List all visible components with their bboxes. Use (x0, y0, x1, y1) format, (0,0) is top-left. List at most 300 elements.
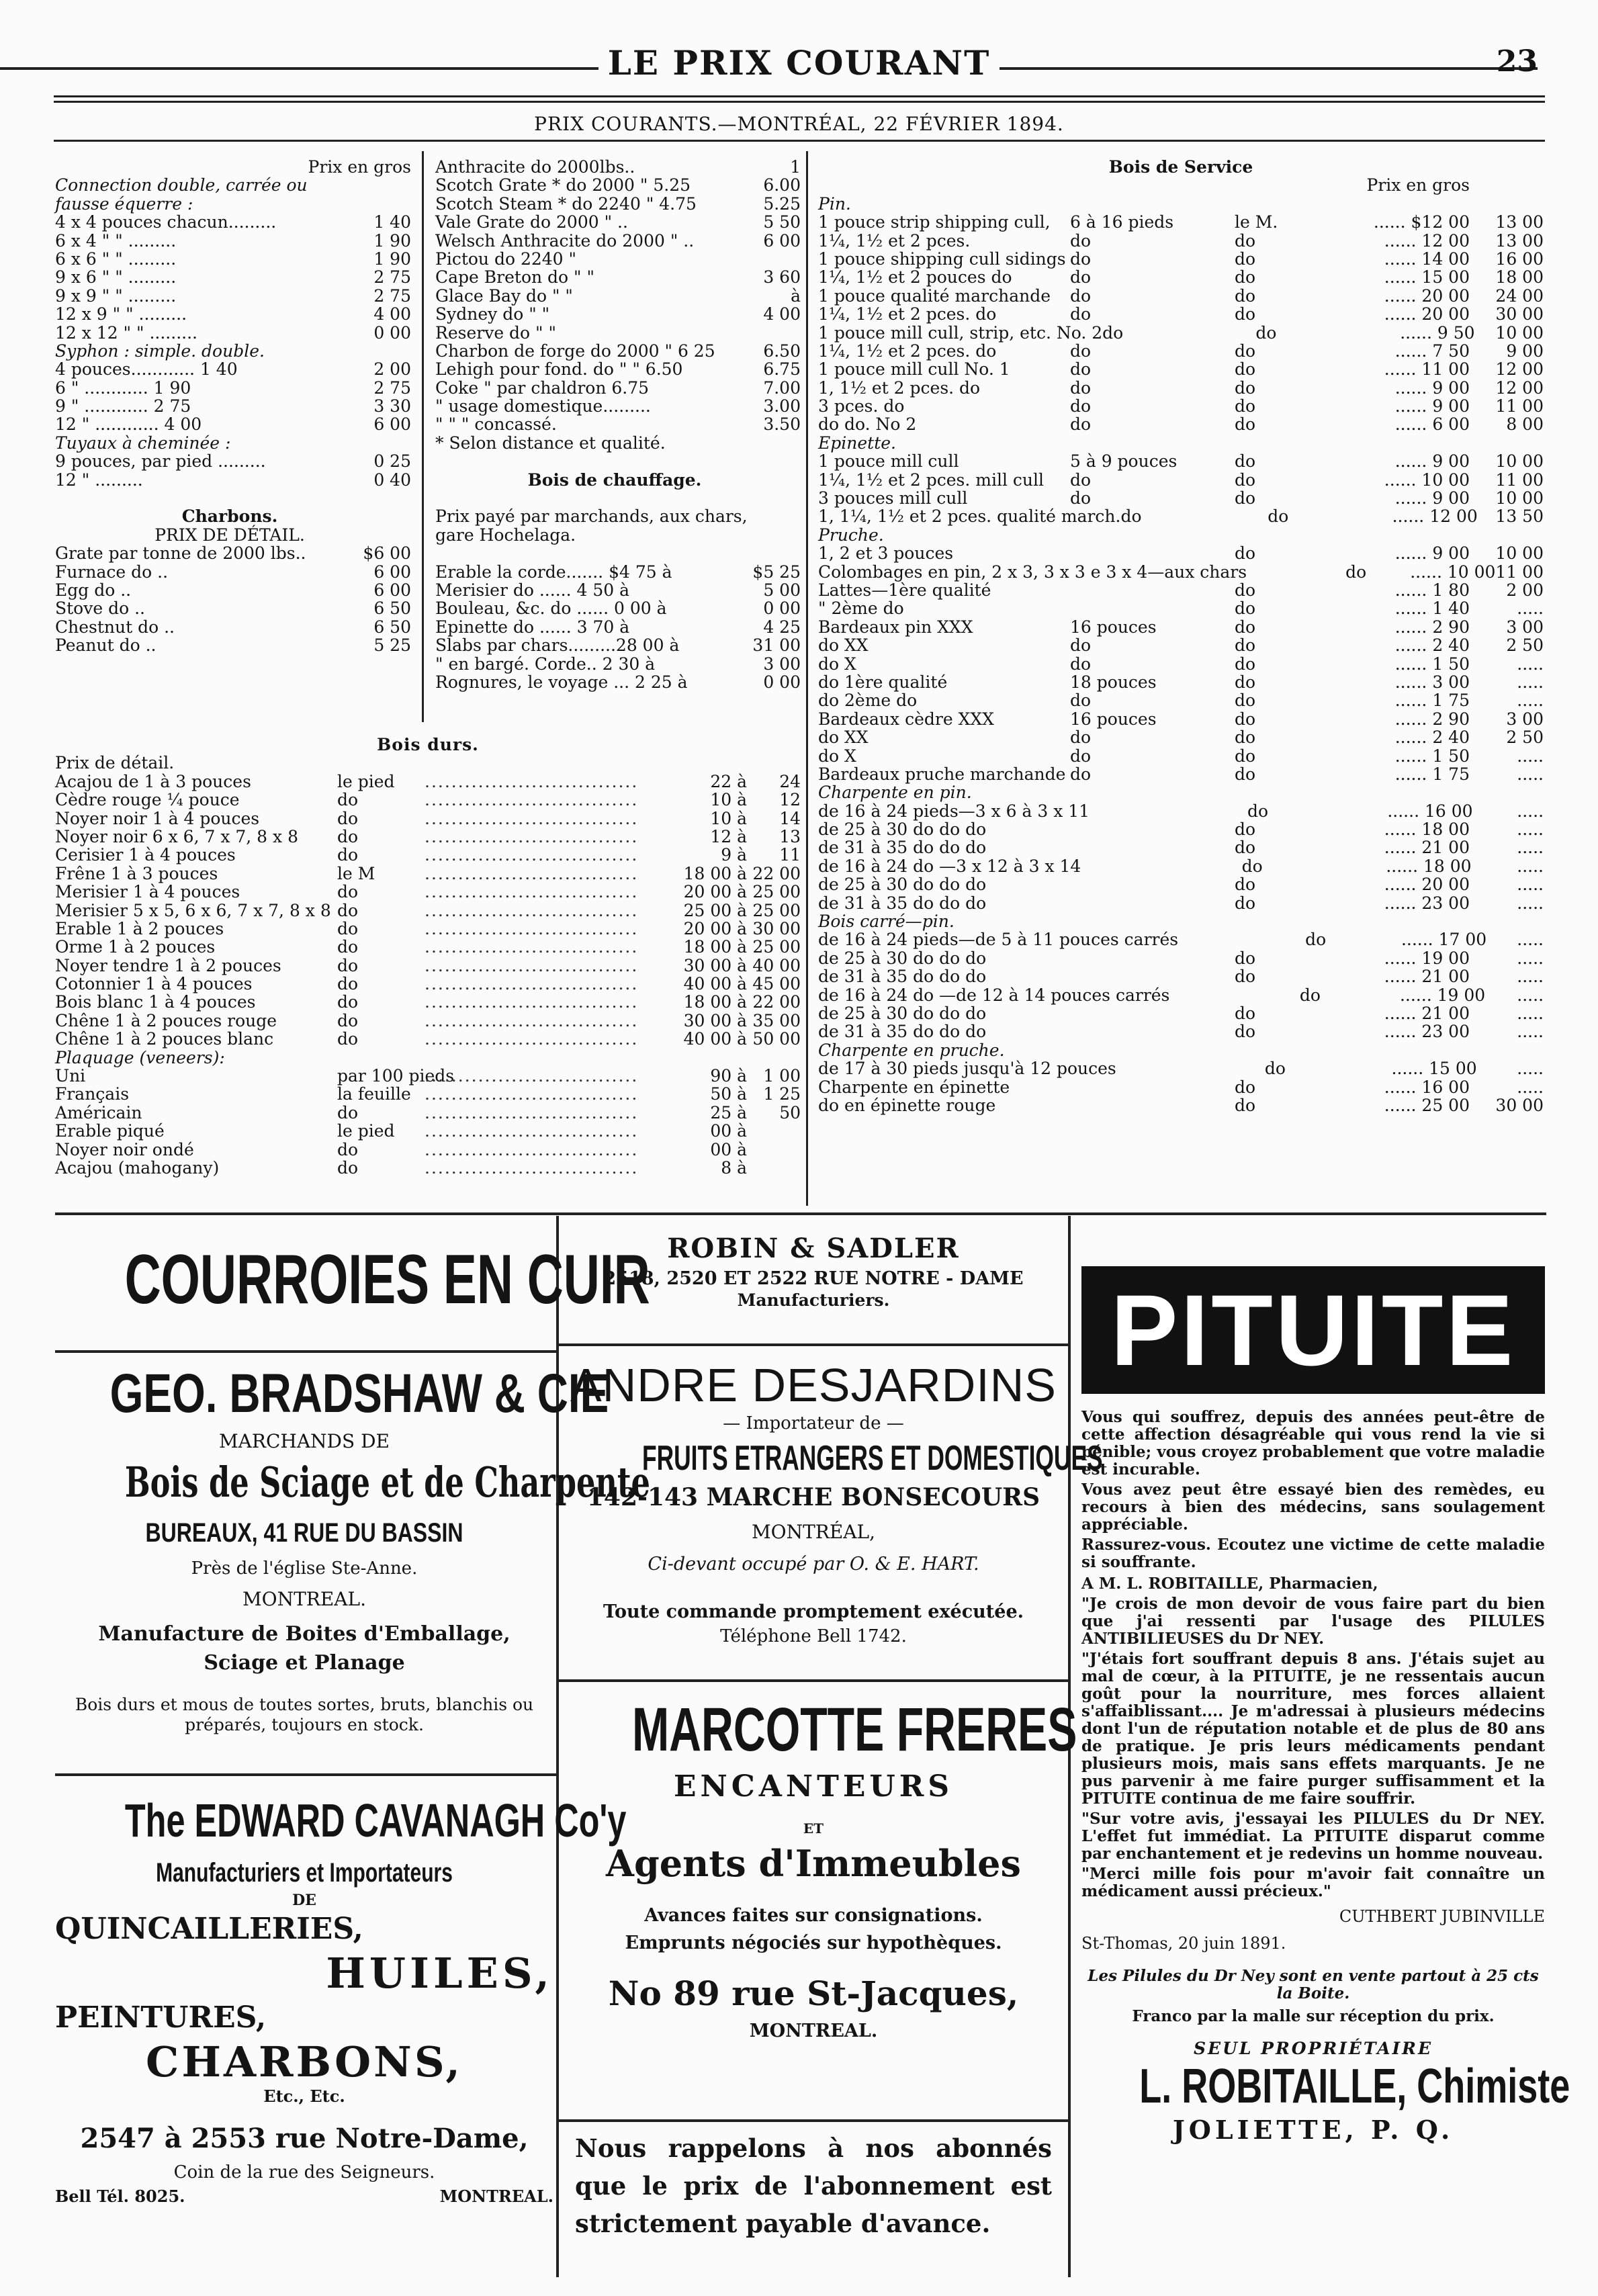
hardwood-row-cell: 1 00 (763, 1066, 801, 1086)
service-row-cell: do (1235, 617, 1256, 637)
service-row-cell: de 25 à 30 do do do (818, 820, 987, 840)
service-row-cell: Colombages en pin, 2 x 3, 3 x 3 e 3 x 4—aux chars (818, 562, 1247, 582)
service-row (818, 563, 1544, 581)
hardwood-row-cell: 20 00 à (683, 882, 747, 902)
service-row-cell: do (1070, 488, 1092, 509)
hardwood-row-cell: Cotonnier 1 à 4 pouces (55, 974, 253, 994)
service-row-cell: ...... 18 00 (1384, 820, 1470, 840)
service-row-cell: de 31 à 35 do do do (818, 838, 987, 858)
price-row-cell: Erable la corde....... $4 75 à (435, 562, 672, 582)
desjardins-line: Toute commande promptement exécutée. (603, 1601, 1024, 1622)
price-row-cell: Anthracite do 2000lbs.. (435, 157, 635, 177)
service-row-cell: do (1070, 470, 1092, 490)
price-row-cell: Bois de chauffage. (527, 470, 702, 490)
hardwood-row-cell: 20 00 à (683, 918, 747, 938)
service-row-cell: ...... 1 75 (1394, 691, 1470, 711)
service-row-cell: " 2ème do (818, 599, 904, 619)
hardwood-row-cell: ................................ (425, 992, 639, 1012)
service-row-cell: Charpente en épinette (818, 1077, 1010, 1097)
service-row-cell: do (1299, 985, 1321, 1005)
service-row-cell: ...... 15 00 (1384, 267, 1470, 288)
service-row-cell: do (1070, 727, 1092, 748)
service-row-cell: Bois carré—pin. (818, 912, 955, 932)
service-row (818, 397, 1544, 415)
price-row (435, 489, 801, 507)
hardwood-row-cell: do (337, 992, 359, 1012)
service-row-cell: do (1070, 764, 1092, 784)
service-row-cell: 18 pouces (1070, 672, 1157, 692)
service-row-cell: ..... (1517, 893, 1544, 913)
desjardins-city: MONTRÉAL, (751, 1521, 876, 1543)
hardwood-row-cell: 12 (779, 790, 801, 810)
ad-cavanagh (55, 1787, 627, 2206)
service-row-cell: Pin. (818, 193, 851, 214)
price-row-cell: 2 75 (373, 267, 411, 288)
hardwood-row-cell: le pied (337, 771, 395, 791)
price-row (435, 232, 801, 250)
price-row-cell: 6.75 (763, 359, 801, 380)
hardwood-row-cell: ................................ (425, 1029, 639, 1049)
service-row-cell: ...... 20 00 (1384, 304, 1470, 324)
price-row-cell: 6 " ............ 1 90 (55, 378, 191, 398)
pituite-title: PITUITE (1081, 1266, 1545, 1394)
hardwood-row-cell: 13 (779, 826, 801, 846)
service-row-cell: 1 pouce mill cull, strip, etc. No. 2 (818, 322, 1103, 343)
service-row-cell: ...... 1 80 (1394, 580, 1470, 600)
price-row (435, 673, 801, 691)
cavanagh-line: HUILES, (326, 1949, 553, 1998)
price-row-cell: Cape Breton do " " (435, 267, 594, 288)
service-row-cell: ..... (1517, 1003, 1544, 1023)
service-row-cell: do (1255, 322, 1277, 343)
hardwood-row-cell: 45 00 (752, 974, 801, 994)
hardwood-row-cell: do (337, 882, 359, 902)
price-row-cell: 6 00 (373, 414, 411, 435)
service-row-cell: 30 00 (1495, 1095, 1544, 1115)
service-row-cell: 1¼, 1½ et 2 pces. do (818, 341, 997, 361)
service-row-cell: ...... 3 00 (1394, 672, 1470, 692)
service-row-cell: do (1235, 1095, 1256, 1115)
hardwood-row-cell: 25 00 (752, 882, 801, 902)
price-row-cell: 31 00 (752, 635, 801, 656)
price-row (435, 195, 801, 213)
hardwood-row-cell: 90 à (710, 1066, 747, 1086)
hardwood-row-cell: ................................ (425, 771, 639, 791)
service-row-cell: ...... 1 50 (1394, 654, 1470, 674)
service-row-cell: ..... (1517, 856, 1544, 876)
hardwood-row-cell: 30 00 à (683, 955, 747, 975)
service-row-cell: 1 pouce qualité marchande (818, 285, 1051, 306)
price-row (435, 636, 801, 654)
price-row-cell: 9 " ............ 2 75 (55, 396, 191, 416)
service-row-cell: 1¼, 1½ et 2 pces. (818, 230, 971, 251)
hardwood-row-cell: ................................ (425, 1102, 639, 1122)
service-row-cell: do (1268, 506, 1289, 527)
hardwood-row-cell: 10 à (710, 790, 747, 810)
hardwood-row-cell: 18 00 à (683, 863, 747, 883)
hardwood-row-cell: Uni (55, 1066, 86, 1086)
price-row (435, 618, 801, 636)
service-row-cell: 6 à 16 pieds (1070, 212, 1174, 232)
service-row-cell: Bardeaux pruche marchande (818, 764, 1066, 784)
price-row-cell: Epinette do ...... 3 70 à (435, 617, 630, 637)
price-row-cell: 7.00 (763, 378, 801, 398)
hardwood-row-cell: ................................ (425, 955, 639, 975)
service-row-cell: ...... 14 00 (1384, 249, 1470, 269)
service-row (818, 857, 1544, 875)
service-row-cell: 1, 2 et 3 pouces (818, 543, 954, 564)
divider (54, 140, 1545, 142)
service-row-cell: do (1305, 930, 1327, 950)
service-row-cell: 10 00 (1495, 488, 1544, 509)
column-service-wood (818, 158, 1544, 1206)
price-row-cell: gare Hochelaga. (435, 525, 576, 545)
price-row-cell: Sydney do " " (435, 304, 550, 324)
service-row-cell: ...... 20 00 (1384, 285, 1470, 306)
price-row-cell: Egg do .. (55, 580, 132, 600)
ad-pituite (1081, 1266, 1570, 2145)
service-row-cell: do (1235, 746, 1256, 766)
price-row-cell: 6.00 (763, 175, 801, 195)
service-row-cell: do (1235, 1077, 1256, 1097)
service-row (818, 949, 1544, 967)
service-row-cell: Charpente en pin. (818, 783, 972, 803)
desjardins-name: ANDRE DESJARDINS (570, 1359, 1057, 1411)
price-row (55, 158, 411, 176)
ad-rule (55, 1350, 556, 1353)
service-row-cell: ...... 2 40 (1394, 635, 1470, 656)
service-row-cell: do (1070, 359, 1092, 380)
service-row-cell: 10 00 (1495, 543, 1544, 564)
service-row-cell: do (1235, 709, 1256, 729)
service-row (818, 507, 1544, 525)
service-row-cell: do (1070, 267, 1092, 288)
hardwood-row-cell: Erable 1 à 2 pouces (55, 918, 224, 938)
price-row-cell: Tuyaux à cheminée : (55, 433, 231, 453)
hardwood-row-cell: do (337, 918, 359, 938)
price-row-cell: Reserve do " " (435, 322, 557, 343)
hardwood-row-cell: Acajou de 1 à 3 pouces (55, 771, 251, 791)
service-row (818, 195, 1544, 213)
service-row-cell: ..... (1517, 967, 1544, 987)
price-row (435, 213, 801, 231)
price-row-cell: 6 50 (373, 599, 411, 619)
price-row-cell: 3.50 (763, 414, 801, 435)
hardwood-row-cell: la feuille (337, 1084, 411, 1104)
bradshaw-line: MARCHANDS DE (219, 1430, 390, 1452)
hardwood-row-cell: Cèdre rouge ¼ pouce (55, 790, 240, 810)
hardwood-row-cell: ................................ (425, 1121, 639, 1141)
hardwood-row-cell: 40 00 à (683, 1029, 747, 1049)
bradshaw-line: Sciage et Planage (204, 1651, 405, 1675)
cavanagh-line: Etc., Etc. (263, 2086, 345, 2106)
service-row-cell: do (1235, 267, 1256, 288)
cavanagh-name: The EDWARD CAVANAGH Co'y (124, 1794, 627, 1847)
service-row-cell: 1, 1¼, 1½ et 2 pces. qualité march. (818, 506, 1121, 527)
service-row-cell: do (1235, 378, 1256, 398)
service-row-cell: 2 50 (1506, 635, 1544, 656)
price-row-cell: 4 00 (373, 304, 411, 324)
hardwood-row-cell: 22 à (710, 771, 747, 791)
hardwood-row-cell: 18 00 à (683, 937, 747, 957)
hardwood-row-cell: ................................ (425, 937, 639, 957)
service-row-cell: ...... 19 00 (1399, 985, 1486, 1005)
hardwood-row-cell: 22 00 (752, 863, 801, 883)
price-row-cell: Chestnut do .. (55, 617, 175, 637)
price-row-cell: 0 00 (763, 599, 801, 619)
price-row-cell: 6 x 4 " " ......... (55, 230, 177, 251)
price-row (435, 397, 801, 415)
marcotte-line: Agents d'Immeubles (606, 1842, 1021, 1885)
service-row (818, 581, 1544, 599)
price-row-cell: Furnace do .. (55, 562, 169, 582)
service-row-cell: 16 pouces (1070, 617, 1157, 637)
service-row-cell: do (1235, 451, 1256, 472)
service-row (818, 618, 1544, 636)
pituite-text: "Merci mille fois pour m'avoir fait connaître un médicament aussi précieux." (1081, 1865, 1545, 1900)
service-row (818, 471, 1544, 489)
service-row (818, 967, 1544, 985)
price-row (55, 599, 411, 617)
service-row-cell: 24 00 (1495, 285, 1544, 306)
service-row-cell: do (1070, 635, 1092, 656)
price-row-cell: 9 x 9 " " ......... (55, 285, 177, 306)
service-row-cell: Epinette. (818, 433, 896, 453)
pituite-text: "J'étais fort souffrant depuis 8 ans. J'étais sujet au mal de cœur, à la PITUITE, je ne ressentais aucun goût pour la nourriture, mes forces allaient s'affaiblissant.... Je m'adressai à plusieurs médecins dont l'un de réputation notable et de plus de 80 ans de pratique. Je pris leurs médicaments pendant plusieurs mois, mais sans effets marquants. Je ne pus parvenir à me faire purger suffisamment et la PITUITE continua de me faire souffrir. (1081, 1650, 1545, 1808)
hardwood-row (55, 883, 801, 901)
hardwood-row-cell: 25 00 (752, 900, 801, 920)
hardwood-row-cell: 8 à (721, 1157, 747, 1178)
price-row-cell: Scotch Grate * do 2000 " 5.25 (435, 175, 691, 195)
price-row-cell: Glace Bay do " " (435, 285, 573, 306)
hardwood-row-cell: 25 à (710, 1102, 747, 1122)
price-row (435, 360, 801, 378)
price-row-cell: Rognures, le voyage ... 2 25 à (435, 672, 688, 692)
price-row-cell: 2 00 (373, 359, 411, 380)
service-row-cell: do (1235, 893, 1256, 913)
price-row-cell: Bouleau, &c. do ...... 0 00 à (435, 599, 667, 619)
service-row (818, 1096, 1544, 1114)
service-row-cell: do (1235, 488, 1256, 509)
service-row (818, 747, 1544, 765)
price-row (55, 636, 411, 654)
service-row-cell: do 1ère qualité (818, 672, 948, 692)
service-row (818, 820, 1544, 838)
service-row-cell: 11 00 (1495, 396, 1544, 416)
service-row (818, 838, 1544, 856)
newspaper-title: LE PRIX COURANT (598, 43, 1000, 83)
service-row-cell: do (1235, 1003, 1256, 1023)
service-row-cell: do (1235, 249, 1256, 269)
price-row-cell: PRIX DE DÉTAIL. (154, 525, 305, 545)
hardwood-row-cell: do (337, 808, 359, 828)
hardwood-row (55, 1030, 801, 1048)
service-row-cell: ..... (1517, 948, 1544, 968)
service-row-cell: ...... $12 00 (1373, 212, 1470, 232)
service-row-cell: ...... 21 00 (1384, 838, 1470, 858)
price-row-cell: $5 25 (752, 562, 801, 582)
service-row-cell: Bardeaux cèdre XXX (818, 709, 994, 729)
service-row-cell: do (1070, 691, 1092, 711)
hardwood-row-cell: 22 00 (752, 992, 801, 1012)
hardwood-row-cell: do (337, 974, 359, 994)
price-row (55, 342, 411, 360)
service-row-cell: ...... 9 00 (1394, 543, 1470, 564)
hardwood-row-cell: ................................ (425, 918, 639, 938)
hardwood-row-cell: 24 (779, 771, 801, 791)
hardwood-row (55, 791, 801, 809)
ad-robin-sadler (562, 1233, 1065, 1310)
service-row (818, 415, 1544, 433)
hardwood-row-cell: Acajou (mahogany) (55, 1157, 220, 1178)
price-row (435, 507, 801, 525)
service-row-cell: do (1264, 1059, 1286, 1079)
hardwood-row (55, 772, 801, 791)
price-row-cell: 3 00 (763, 654, 801, 674)
service-row-cell: Lattes—1ère qualité (818, 580, 991, 600)
service-row (818, 452, 1544, 470)
price-row-cell: " " " concassé. (435, 414, 557, 435)
service-row-cell: 3 00 (1506, 709, 1544, 729)
marcotte-line: ENCANTEURS (673, 1769, 954, 1804)
service-row-cell: do (1247, 801, 1269, 821)
bradshaw-line: Près de l'église Ste-Anne. (191, 1558, 418, 1579)
desjardins-line: — Importateur de — (723, 1413, 904, 1433)
service-row-cell: do (1235, 230, 1256, 251)
price-row-cell: Charbons. (181, 506, 278, 527)
hardwood-row (55, 938, 801, 956)
price-row (435, 581, 801, 599)
hardwood-row-cell: le M (337, 863, 375, 883)
service-row-cell: Charpente en pruche. (818, 1040, 1005, 1060)
price-row (55, 305, 411, 323)
hardwood-row-cell: do (337, 1139, 359, 1159)
hardwood-row (55, 975, 801, 993)
desjardins-trade: FRUITS ETRANGERS ET DOMESTIQUES (642, 1439, 1103, 1478)
price-row-cell: " en bargé. Corde.. 2 30 à (435, 654, 656, 674)
hardwood-row-cell: do (337, 1102, 359, 1122)
service-row-cell: de 17 à 30 pieds jusqu'à 12 pouces (818, 1059, 1116, 1079)
service-row-cell: ...... 18 00 (1386, 856, 1472, 876)
hardwood-row-cell: ................................ (425, 1157, 639, 1178)
column-rule (806, 151, 808, 1206)
service-row-cell: ..... (1517, 820, 1544, 840)
hardwood-row-cell: do (337, 826, 359, 846)
price-row-cell: " usage domestique......... (435, 396, 651, 416)
service-row-cell: do (1235, 820, 1256, 840)
service-row-cell: do (1235, 764, 1256, 784)
service-row (818, 360, 1544, 378)
service-row (818, 268, 1544, 286)
price-row (55, 176, 411, 194)
price-row-cell: 1 (790, 157, 801, 177)
service-row-cell: ...... 16 00 (1387, 801, 1473, 821)
service-row-cell: Pruche. (818, 525, 884, 545)
price-row (55, 526, 411, 544)
price-row-cell: Coke " par chaldron 6.75 (435, 378, 650, 398)
pituite-text: "Je crois de mon devoir de vous faire part du bien que j'ai ressenti par l'usage des PILULES ANTIBILIEUSES du Dr NEY. (1081, 1595, 1545, 1648)
hardwood-row-cell: 50 (779, 1102, 801, 1122)
service-row-cell: do en épinette rouge (818, 1095, 996, 1115)
service-row-cell: do (1070, 654, 1092, 674)
cavanagh-line: QUINCAILLERIES, (55, 1912, 363, 1946)
service-row-cell: do (1235, 948, 1256, 968)
price-row (55, 268, 411, 286)
hardwood-row-cell: 9 à (721, 845, 747, 865)
hardwood-row-cell: Bois blanc 1 à 4 pouces (55, 992, 256, 1012)
hardwood-row (55, 1012, 801, 1030)
hardwood-row-cell: Plaquage (veneers): (55, 1047, 225, 1067)
service-row (818, 710, 1544, 728)
price-row (55, 563, 411, 581)
service-row-cell: 3 pouces mill cull (818, 488, 968, 509)
hardwood-row-cell: 50 00 (752, 1029, 801, 1049)
hardwood-row-cell: do (337, 937, 359, 957)
price-row-cell: Scotch Steam * do 2240 " 4.75 (435, 193, 697, 214)
service-row (818, 875, 1544, 893)
price-row-cell: 2 75 (373, 285, 411, 306)
cavanagh-city: MONTREAL. (439, 2187, 553, 2206)
service-row (818, 673, 1544, 691)
price-row (435, 526, 801, 544)
service-row-cell: ...... 6 00 (1394, 414, 1470, 435)
price-row (55, 195, 411, 213)
price-row (435, 250, 801, 268)
ad-courroies (55, 1229, 650, 1337)
service-row-cell: do (1235, 672, 1256, 692)
hardwood-row-cell: Merisier 5 x 5, 6 x 6, 7 x 7, 8 x 8 (55, 900, 331, 920)
hardwood-row-cell: 11 (779, 845, 801, 865)
hardwood-row-cell: 00 à (710, 1139, 747, 1159)
pituite-date: St-Thomas, 20 juin 1891. (1081, 1934, 1286, 1953)
service-row-cell: do (1102, 322, 1124, 343)
price-row-cell: Lehigh pour fond. do " " 6.50 (435, 359, 683, 380)
service-row (818, 213, 1544, 231)
price-row-cell: Charbon de forge do 2000 " 6 25 (435, 341, 715, 361)
service-row-cell: ...... 2 90 (1394, 617, 1470, 637)
service-row-cell: 11 00 (1495, 562, 1544, 582)
service-row (818, 912, 1544, 930)
price-row-cell: 1 40 (373, 212, 411, 232)
price-row (55, 471, 411, 489)
service-row-cell: do (1235, 396, 1256, 416)
masthead (0, 40, 1598, 81)
hardwood-row (55, 901, 801, 920)
hardwood-row (55, 1104, 801, 1122)
price-row-cell: 5 50 (763, 212, 801, 232)
hardwood-row-cell: Prix de détail. (55, 753, 175, 773)
service-row-cell: do (1070, 285, 1092, 306)
service-row (818, 176, 1544, 194)
bradshaw-line: Manufacture de Boites d'Emballage, (98, 1622, 511, 1646)
pituite-text: Les Pilules du Dr Ney sont en vente partout à 25 cts la Boite. (1087, 1967, 1539, 2002)
service-row-cell: do (1235, 838, 1256, 858)
service-row-cell: ...... 9 00 (1394, 488, 1470, 509)
hardwood-row-cell: Frêne 1 à 3 pouces (55, 863, 218, 883)
service-row-cell: do (1235, 967, 1256, 987)
service-row-cell: do (1235, 470, 1256, 490)
hardwood-row (55, 828, 801, 846)
price-row-cell: Merisier do ...... 4 50 à (435, 580, 630, 600)
hardwood-row-cell: 50 à (710, 1084, 747, 1104)
hardwood-row-cell: ................................ (425, 1010, 639, 1030)
service-row-cell: do (1235, 727, 1256, 748)
service-row-cell: do (1235, 359, 1256, 380)
service-row-cell: do X (818, 746, 856, 766)
service-row (818, 305, 1544, 323)
hardwood-row (55, 1085, 801, 1103)
hardwood-row-cell: Français (55, 1084, 130, 1104)
